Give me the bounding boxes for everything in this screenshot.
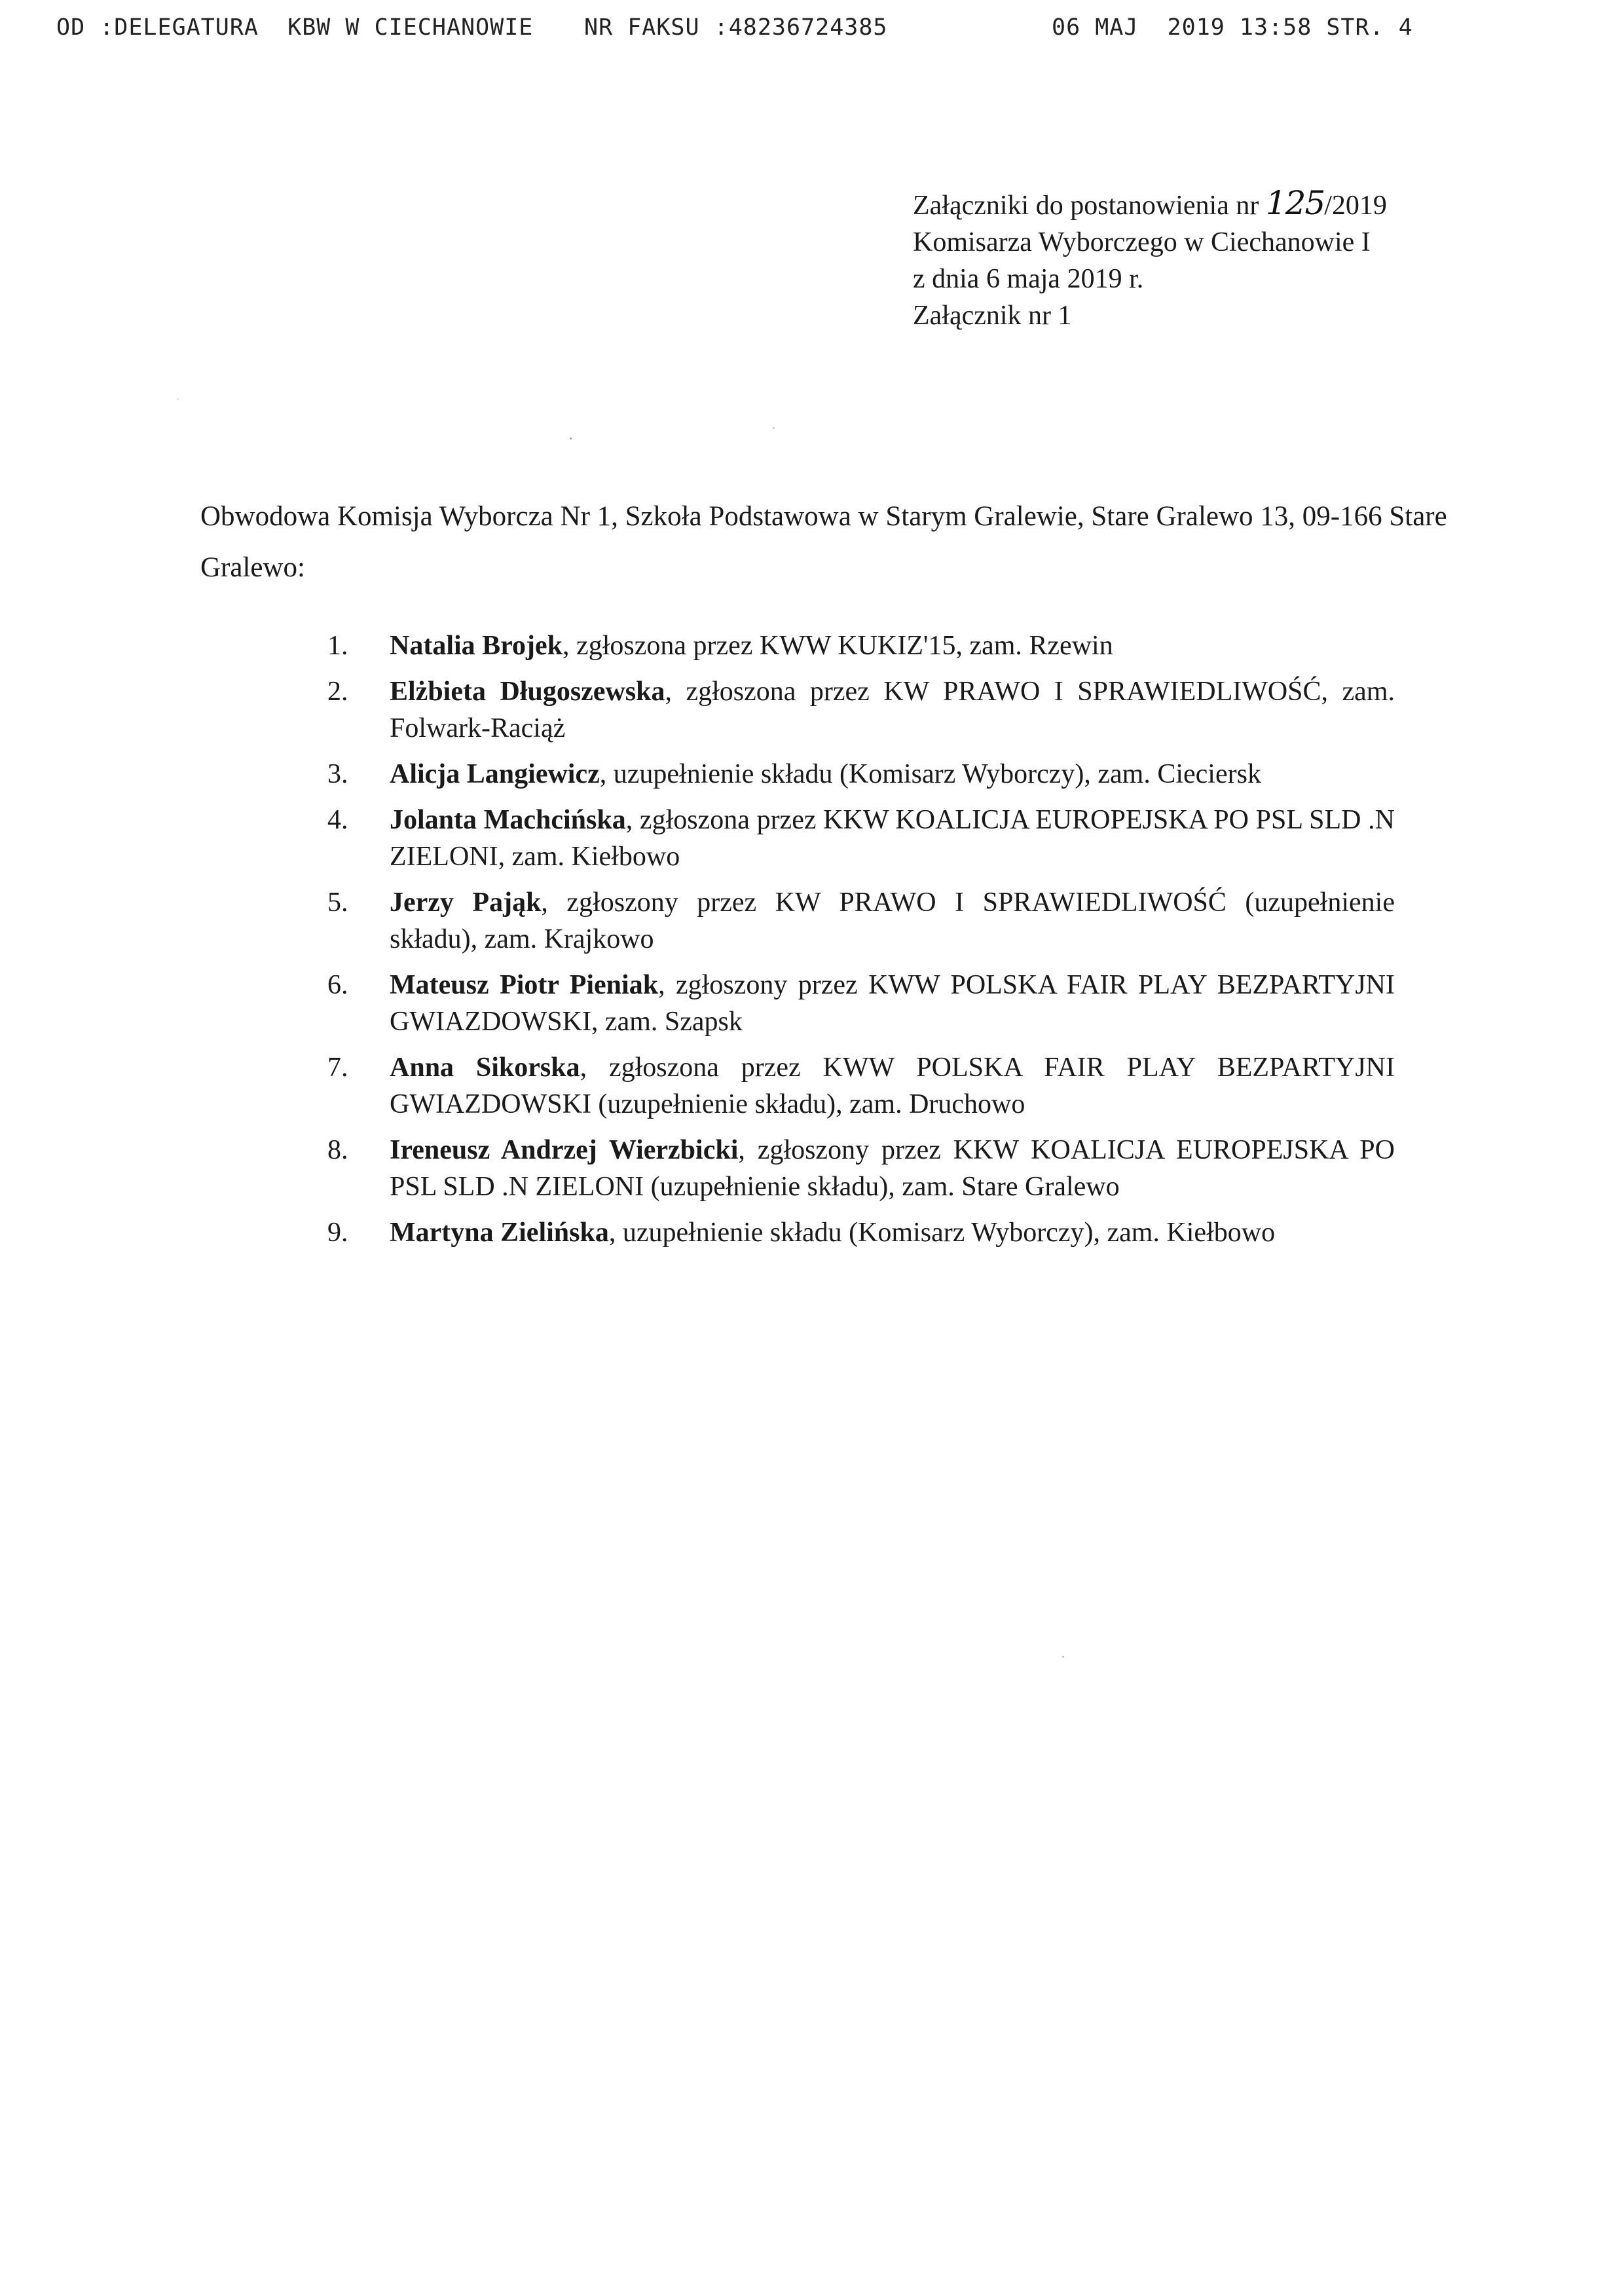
list-item [327, 627, 1395, 664]
attachment-line-2: Komisarza Wyborczego w Ciechanowie I [913, 227, 1371, 257]
member-name: Jerzy Pająk [390, 887, 542, 918]
attachment-line-1: Załączniki do postanowienia nr 125/2019 [913, 184, 1387, 222]
attachment-line-3: z dnia 6 maja 2019 r. [913, 264, 1144, 294]
member-details: , uzupełnienie składu (Komisarz Wyborczy), zam. Cieciersk [599, 759, 1261, 789]
list-item [327, 884, 1395, 958]
list-item [327, 802, 1395, 875]
member-number: 4. [327, 805, 348, 835]
member-number: 8. [327, 1135, 348, 1165]
member-number: 2. [327, 677, 348, 707]
scan-speck [570, 438, 572, 439]
list-item [327, 1214, 1395, 1251]
member-number: 5. [327, 887, 348, 918]
member-details: , zgłoszona przez KWW POLSKA FAIR PLAY BEZPARTYJNI GWIAZDOWSKI (uzupełnienie składu), zam. Druchowo [390, 1053, 1395, 1119]
member-details: , uzupełnienie składu (Komisarz Wyborczy), zam. Kiełbowo [608, 1218, 1276, 1248]
fax-sender: OD :DELEGATURA KBW W CIECHANOWIE [56, 14, 534, 41]
list-item [327, 1132, 1395, 1205]
member-name: Martyna Zielińska [390, 1218, 609, 1248]
handwritten-resolution-number: 125 [1265, 184, 1325, 222]
scan-speck [1062, 1656, 1064, 1658]
attachment-header [913, 185, 1574, 334]
fax-datetime: 06 MAJ 2019 13:58 STR. 4 [1052, 14, 1413, 41]
member-number: 3. [327, 759, 348, 789]
fax-header [56, 14, 1438, 47]
member-details: , zgłoszony przez KKW KOALICJA EUROPEJSKA PO PSL SLD .N ZIELONI (uzupełnienie składu), zam. Stare Gralewo [390, 1135, 1395, 1202]
member-details: , zgłoszony przez KWW POLSKA FAIR PLAY BEZPARTYJNI GWIAZDOWSKI, zam. Szapsk [390, 970, 1395, 1037]
member-details: , zgłoszona przez KKW KOALICJA EUROPEJSKA PO PSL SLD .N ZIELONI, zam. Kiełbowo [390, 805, 1395, 872]
member-number: 1. [327, 631, 348, 661]
member-number: 9. [327, 1218, 348, 1248]
member-name: Anna Sikorska [390, 1053, 580, 1083]
members-list [327, 627, 1395, 1260]
member-name: Mateusz Piotr Pieniak [390, 970, 659, 1000]
scan-speck [177, 398, 179, 400]
list-item [327, 967, 1395, 1040]
member-details: , zgłoszona przez KW PRAWO I SPRAWIEDLIWOŚĆ, zam. Folwark-Raciąż [390, 677, 1395, 743]
fax-number: NR FAKSU :48236724385 [584, 14, 888, 41]
commission-intro: Obwodowa Komisja Wyborcza Nr 1, Szkoła Podstawowa w Starym Gralewie, Stare Gralewo 13, 09-166 Stare Gralewo: [200, 501, 1447, 583]
member-name: Alicja Langiewicz [390, 759, 600, 789]
scan-speck [773, 427, 775, 429]
member-name: Natalia Brojek [390, 631, 563, 661]
attachment-line-4: Załącznik nr 1 [913, 301, 1072, 331]
member-name: Elżbieta Długoszewska [390, 677, 665, 707]
member-number: 6. [327, 970, 348, 1000]
list-item [327, 673, 1395, 747]
list-item [327, 1049, 1395, 1123]
member-details: , zgłoszona przez KWW KUKIZ'15, zam. Rzewin [563, 631, 1113, 661]
member-name: Ireneusz Andrzej Wierzbicki [390, 1135, 739, 1165]
member-name: Jolanta Machcińska [390, 805, 626, 835]
member-number: 7. [327, 1053, 348, 1083]
member-details: , zgłoszony przez KW PRAWO I SPRAWIEDLIWOŚĆ (uzupełnienie składu), zam. Krajkowo [390, 887, 1395, 954]
list-item [327, 756, 1395, 793]
